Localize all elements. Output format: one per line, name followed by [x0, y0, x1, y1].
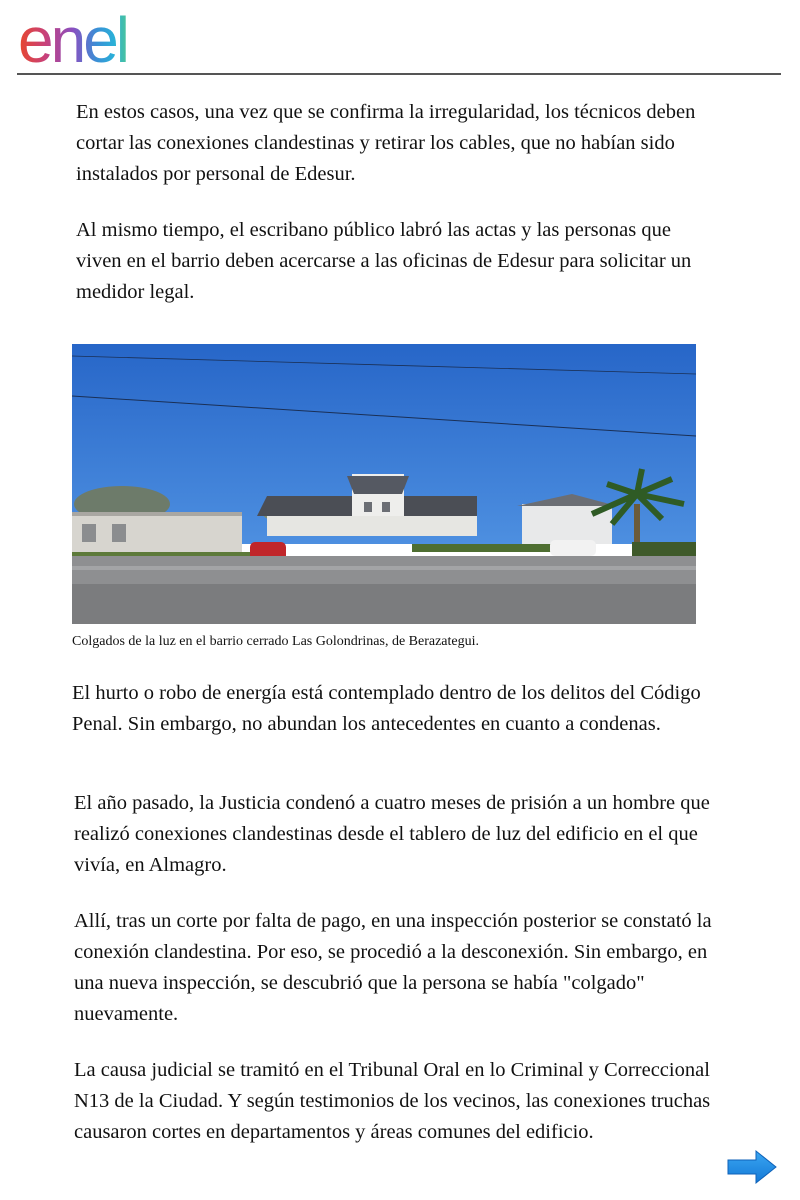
enel-logo[interactable]	[18, 8, 173, 68]
article-paragraph: El hurto o robo de energía está contemplado dentro de los delitos del Código Penal. Sin embargo, no abundan los antecedentes en cuanto a condenas.	[72, 682, 701, 735]
header-divider	[17, 73, 781, 75]
svg-text:enel: enel	[18, 8, 127, 68]
article-paragraph: La causa judicial se tramitó en el Tribunal Oral en lo Criminal y Correccional N13 de la Ciudad. Y según testimonios de los vecinos, las conexiones truchas causaron cortes en departamentos y áreas comunes del edificio.	[74, 1059, 711, 1143]
article-paragraph: Allí, tras un corte por falta de pago, en una inspección posterior se constató la conexión clandestina. Por eso, se procedió a la desconexión. Sin embargo, en una nueva inspección, se descubrió que la persona se había "colgado" nuevamente.	[74, 910, 712, 1025]
arrow-right-icon[interactable]	[726, 1149, 778, 1185]
article-photo	[72, 344, 696, 624]
page-header	[0, 0, 800, 78]
article-paragraph: Al mismo tiempo, el escribano público labró las actas y las personas que viven en el barrio deben acercarse a las oficinas de Edesur para solicitar un medidor legal.	[76, 219, 692, 303]
article-paragraph: En estos casos, una vez que se confirma la irregularidad, los técnicos deben cortar las conexiones clandestinas y retirar los cables, que no habían sido instalados por personal de Edesur.	[76, 101, 696, 185]
photo-caption: Colgados de la luz en el barrio cerrado Las Golondrinas, de Berazategui.	[72, 634, 480, 649]
article-paragraph: El año pasado, la Justicia condenó a cuatro meses de prisión a un hombre que realizó conexiones clandestinas desde el tablero de luz del edificio en el que vivía, en Almagro.	[74, 792, 710, 876]
